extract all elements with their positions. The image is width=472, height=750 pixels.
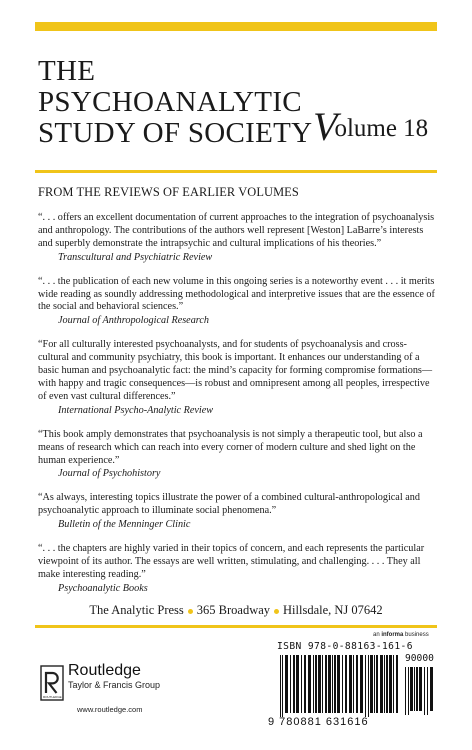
volume-initial: V <box>313 104 338 149</box>
review-source: Psychoanalytic Books <box>58 582 148 594</box>
review-source: Bulletin of the Menninger Clinic <box>58 519 191 531</box>
price-code: 90000 <box>405 653 434 664</box>
bullet-dot-icon <box>274 609 279 614</box>
routledge-brand <box>68 662 160 691</box>
svg-text:ROUTLEDGE: ROUTLEDGE <box>43 695 62 699</box>
publisher-line <box>0 603 472 618</box>
review-source: Journal of Anthropological Research <box>58 315 210 327</box>
review-quote: “. . . the publication of each new volume in this ongoing series is a noteworthy event . . . it merits wide reading as soundly addressing methodological and interpretive issues that are the essence of the social and behavioral sciences.” <box>38 275 435 313</box>
review-quote: “For all culturally interested psychoanalysts, and for students of psychoanalysis and cross-cultural and community psychiatry, this book is important. It enhances our understanding of a basic human and psychoanalytic fact: the mind’s capacity for forming compromise formations—with happy and tragic consequences—is robust and omnipresent among all peoples, irrespective of even vast cultural differences.” <box>38 339 433 402</box>
barcode-icon <box>280 655 400 717</box>
publisher-name: The Analytic Press <box>89 603 184 617</box>
informa-brand: informa <box>381 632 404 638</box>
review-quote: “This book amply demonstrates that psychoanalysis is not simply a therapeutic tool, but also a means of research which can reach into every corner of modern culture and shed light on the human experience.” <box>38 428 423 466</box>
barcode-addon-icon <box>405 667 435 715</box>
volume-label <box>313 104 429 149</box>
book-title <box>38 56 312 149</box>
routledge-group: Taylor & Francis Group <box>68 680 161 690</box>
review-quote: “. . . the chapters are highly varied in their topics of concern, and each represents the particular viewpoint of its author. The essays are well written, stimulating, and challenging. . . . They all make interesting reading.” <box>38 543 425 580</box>
informa-tagline <box>373 632 429 638</box>
publisher-address: 365 Broadway <box>196 603 271 617</box>
informa-suffix: business <box>403 632 429 638</box>
volume-rest: olume 18 <box>334 115 429 142</box>
review-item <box>38 212 438 265</box>
top-accent-bar <box>35 22 437 31</box>
website-url: www.routledge.com <box>77 705 143 714</box>
routledge-r-logo-icon <box>40 665 64 701</box>
review-item <box>38 276 438 329</box>
bullet-dot-icon <box>188 609 193 614</box>
review-item <box>38 543 438 596</box>
review-source: Journal of Psychohistory <box>58 468 161 480</box>
section-heading: FROM THE REVIEWS OF EARLIER VOLUMES <box>38 185 299 199</box>
review-quote: “. . . offers an excellent documentation of current approaches to the integration of psychoanalysis and anthropology. The contributions of the authors well represent [Weston] LaBarre’s interests and superbly demonstrate the intrapsychic and cultural implications of his theories.” <box>38 212 435 249</box>
title-line-1: THE <box>38 55 96 87</box>
isbn-text: ISBN 978-0-88163-161-6 <box>277 641 413 652</box>
bottom-divider <box>35 625 437 628</box>
review-source: Transcultural and Psychiatric Review <box>58 251 213 263</box>
review-quote: “As always, interesting topics illustrate the power of a combined cultural-anthropological and psychoanalytic approach to illuminate social phenomena.” <box>38 492 420 517</box>
informa-prefix: an <box>373 632 382 638</box>
review-item <box>38 492 438 532</box>
title-line-3: STUDY OF SOCIETY <box>38 117 313 149</box>
routledge-name: Routledge <box>68 662 141 679</box>
review-item <box>38 339 438 417</box>
title-divider <box>35 170 437 173</box>
title-line-2: PSYCHOANALYTIC <box>38 86 302 118</box>
review-source: International Psycho-Analytic Review <box>58 404 214 416</box>
reviews-list <box>38 212 438 607</box>
barcode-digits: 9 780881 631616 <box>268 716 369 728</box>
publisher-city: Hillsdale, NJ 07642 <box>283 603 383 617</box>
review-item <box>38 429 438 482</box>
